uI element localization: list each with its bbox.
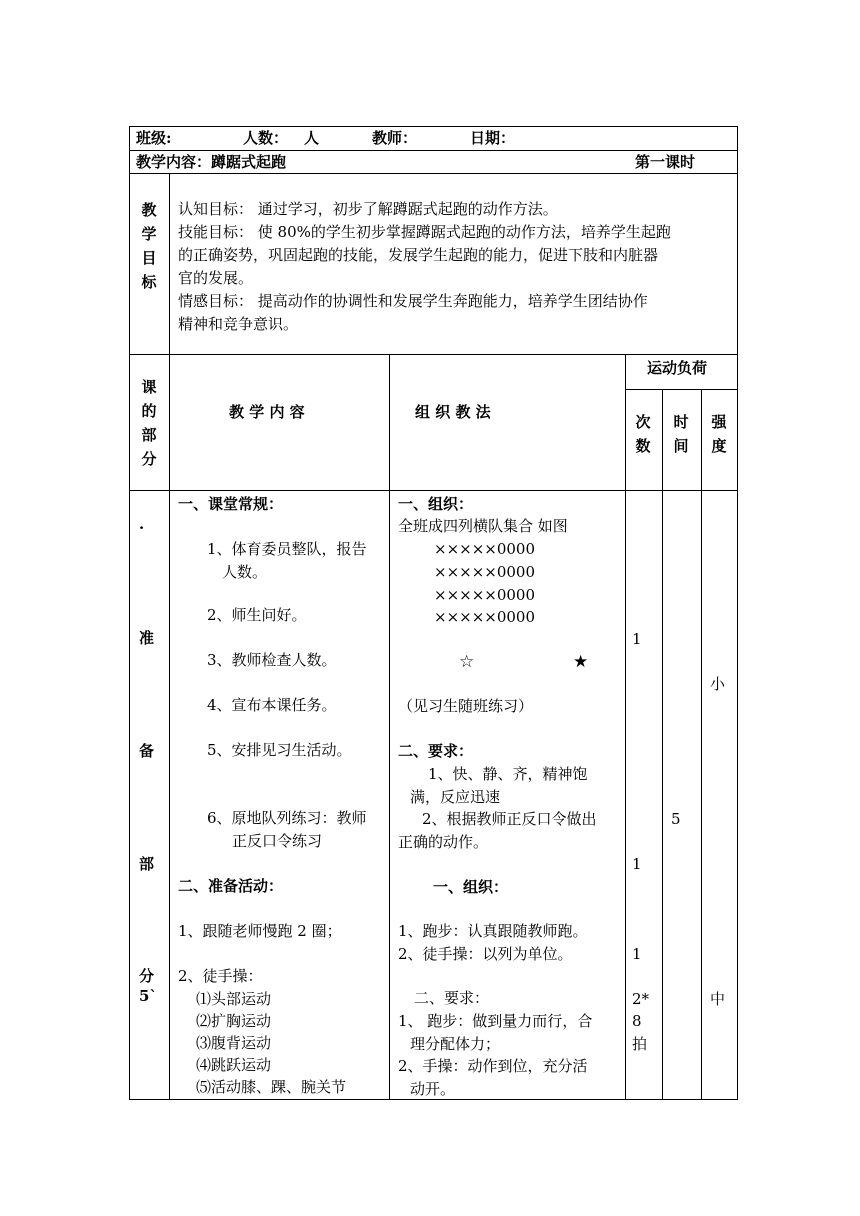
table-border-right: [737, 126, 738, 1100]
objective-line: 情感目标： 提高动作的协调性和发展学生奔跑能力，培养学生团结协作: [178, 292, 648, 310]
objective-line: 技能目标： 使 80%的学生初步掌握蹲踞式起跑的动作方法，培养学生起跑: [178, 223, 671, 241]
content-label: [136, 151, 286, 173]
method-item: 动开。: [410, 1080, 456, 1098]
content-item: ⑶腹背运动: [196, 1034, 272, 1052]
section-char: 分: [139, 967, 155, 985]
times-value: 1: [632, 945, 642, 963]
table-border-left: [129, 126, 130, 1100]
section-dot: .: [139, 515, 145, 533]
objective-line: 官的发展。: [178, 269, 254, 287]
student-star-icon: ☆: [459, 652, 475, 672]
org-title: 一、组织：: [398, 495, 474, 513]
header-char: 次: [635, 413, 651, 431]
method-item: 1、 跑步：做到量力而行，合: [398, 1012, 593, 1030]
column-divider: [169, 173, 170, 1100]
method-item: 理分配体力；: [410, 1035, 501, 1053]
content-item: 人数。: [222, 563, 268, 581]
method-item: 2、根据教师正反口令做出: [422, 810, 597, 828]
side-char: 目: [141, 249, 157, 267]
header-char: 数: [635, 437, 651, 455]
content-item: ⑷跳跃运动: [196, 1056, 272, 1074]
date-label: 日期：: [470, 129, 516, 147]
objective-line: 精神和竞争意识。: [178, 315, 299, 333]
section-char: 备: [139, 742, 155, 760]
row-divider: [129, 173, 738, 174]
content-item: ⑸活动膝、踝、腕关节: [196, 1078, 347, 1096]
content-item: 6、原地队列练习：教师: [207, 809, 367, 827]
times-header: [633, 410, 653, 458]
method-item: 2、徒手操：以列为单位。: [398, 945, 573, 963]
header-char: 时: [673, 413, 689, 431]
times-value: 拍: [632, 1035, 648, 1053]
observer-note: （见习生随班练习）: [398, 697, 534, 715]
routine-title: 一、课堂常规：: [178, 495, 284, 513]
content-item: 1、跟随老师慢跑 2 圈；: [178, 922, 342, 940]
load-subheader-divider: [625, 389, 738, 390]
times-value: 8: [632, 1012, 642, 1030]
content-item: 5、安排见习生活动。: [207, 741, 352, 759]
intensity-header: [709, 410, 729, 458]
column-divider: [701, 389, 702, 1100]
content-item: 1、体育委员整队，报告: [207, 540, 367, 558]
requirement2-title: 二、要求：: [414, 989, 490, 1007]
lesson-number: 第一课时: [635, 153, 696, 171]
count-label: 人数：: [243, 129, 289, 147]
content-item: 正反口令练习: [232, 832, 323, 850]
intensity-value: 中: [710, 990, 726, 1008]
section-char: 部: [139, 855, 155, 873]
method-item: 满，反应迅速: [410, 788, 501, 806]
times-value: 1: [632, 855, 642, 873]
count-unit: 人: [304, 129, 320, 147]
formation-row: ×××××0000: [434, 563, 536, 581]
content-header: 教 学 内 容: [229, 403, 305, 421]
duration-header: [671, 410, 691, 458]
header-char: 强: [711, 413, 727, 431]
requirement-title: 二、要求：: [398, 742, 474, 760]
content-item: 2、师生问好。: [207, 606, 307, 624]
side-char: 标: [141, 273, 157, 291]
column-divider: [625, 354, 626, 1100]
method-item: 1、快、静、齐，精神饱: [428, 765, 588, 783]
warmup-title: 二、准备活动：: [178, 877, 284, 895]
content-item: 2、徒手操：: [178, 967, 263, 985]
section-minutes: 5`: [139, 987, 157, 1005]
side-char: 学: [141, 225, 157, 243]
objective-line: 的正确姿势，巩固起跑的技能，发展学生起跑的能力，促进下肢和内脏器: [178, 246, 659, 264]
header-char: 间: [673, 437, 689, 455]
header-char: 分: [141, 450, 157, 468]
section-char: 准: [139, 629, 155, 647]
times-value: 2*: [632, 990, 650, 1008]
content-item: ⑴头部运动: [196, 990, 272, 1008]
formation-row: ×××××0000: [434, 540, 536, 558]
duration-value: 5: [671, 810, 681, 828]
method-item: 正确的动作。: [398, 833, 489, 851]
header-char: 度: [711, 437, 727, 455]
teacher-label: 教师：: [372, 129, 418, 147]
header-char: 的: [141, 402, 157, 420]
content-item: 4、宣布本课任务。: [207, 696, 337, 714]
intensity-value: 小: [710, 675, 726, 693]
org2-title: 一、组织：: [433, 878, 509, 896]
org-line: 全班成四列横队集合 如图: [398, 517, 568, 535]
column-divider: [389, 354, 390, 1100]
content-item: ⑵扩胸运动: [196, 1012, 272, 1030]
load-header: 运动负荷: [647, 359, 708, 377]
method-item: 2、手操：动作到位，充分活: [398, 1057, 588, 1075]
class-label: 班级:: [136, 129, 172, 147]
header-char: 部: [141, 426, 157, 444]
section-header: [139, 375, 159, 471]
objective-line: 认知目标： 通过学习，初步了解蹲踞式起跑的动作方法。: [178, 200, 558, 218]
objectives-side-label: [139, 198, 159, 294]
row-divider: [129, 354, 738, 355]
side-char: 教: [141, 201, 157, 219]
method-header: 组 织 教 法: [415, 403, 491, 421]
formation-row: ×××××0000: [434, 608, 536, 626]
column-divider: [662, 389, 663, 1100]
times-value: 1: [632, 630, 642, 648]
header-char: 课: [141, 378, 157, 396]
teacher-star-icon: ★: [573, 652, 589, 672]
lesson-topic: 蹲踞式起跑: [211, 153, 287, 171]
formation-row: ×××××0000: [434, 586, 536, 604]
content-item: 3、教师检查人数。: [207, 651, 337, 669]
method-item: 1、跑步：认真跟随教师跑。: [398, 922, 588, 940]
content-label-text: 教学内容：: [136, 153, 212, 171]
row-divider: [129, 490, 738, 491]
table-border-top: [129, 126, 738, 127]
